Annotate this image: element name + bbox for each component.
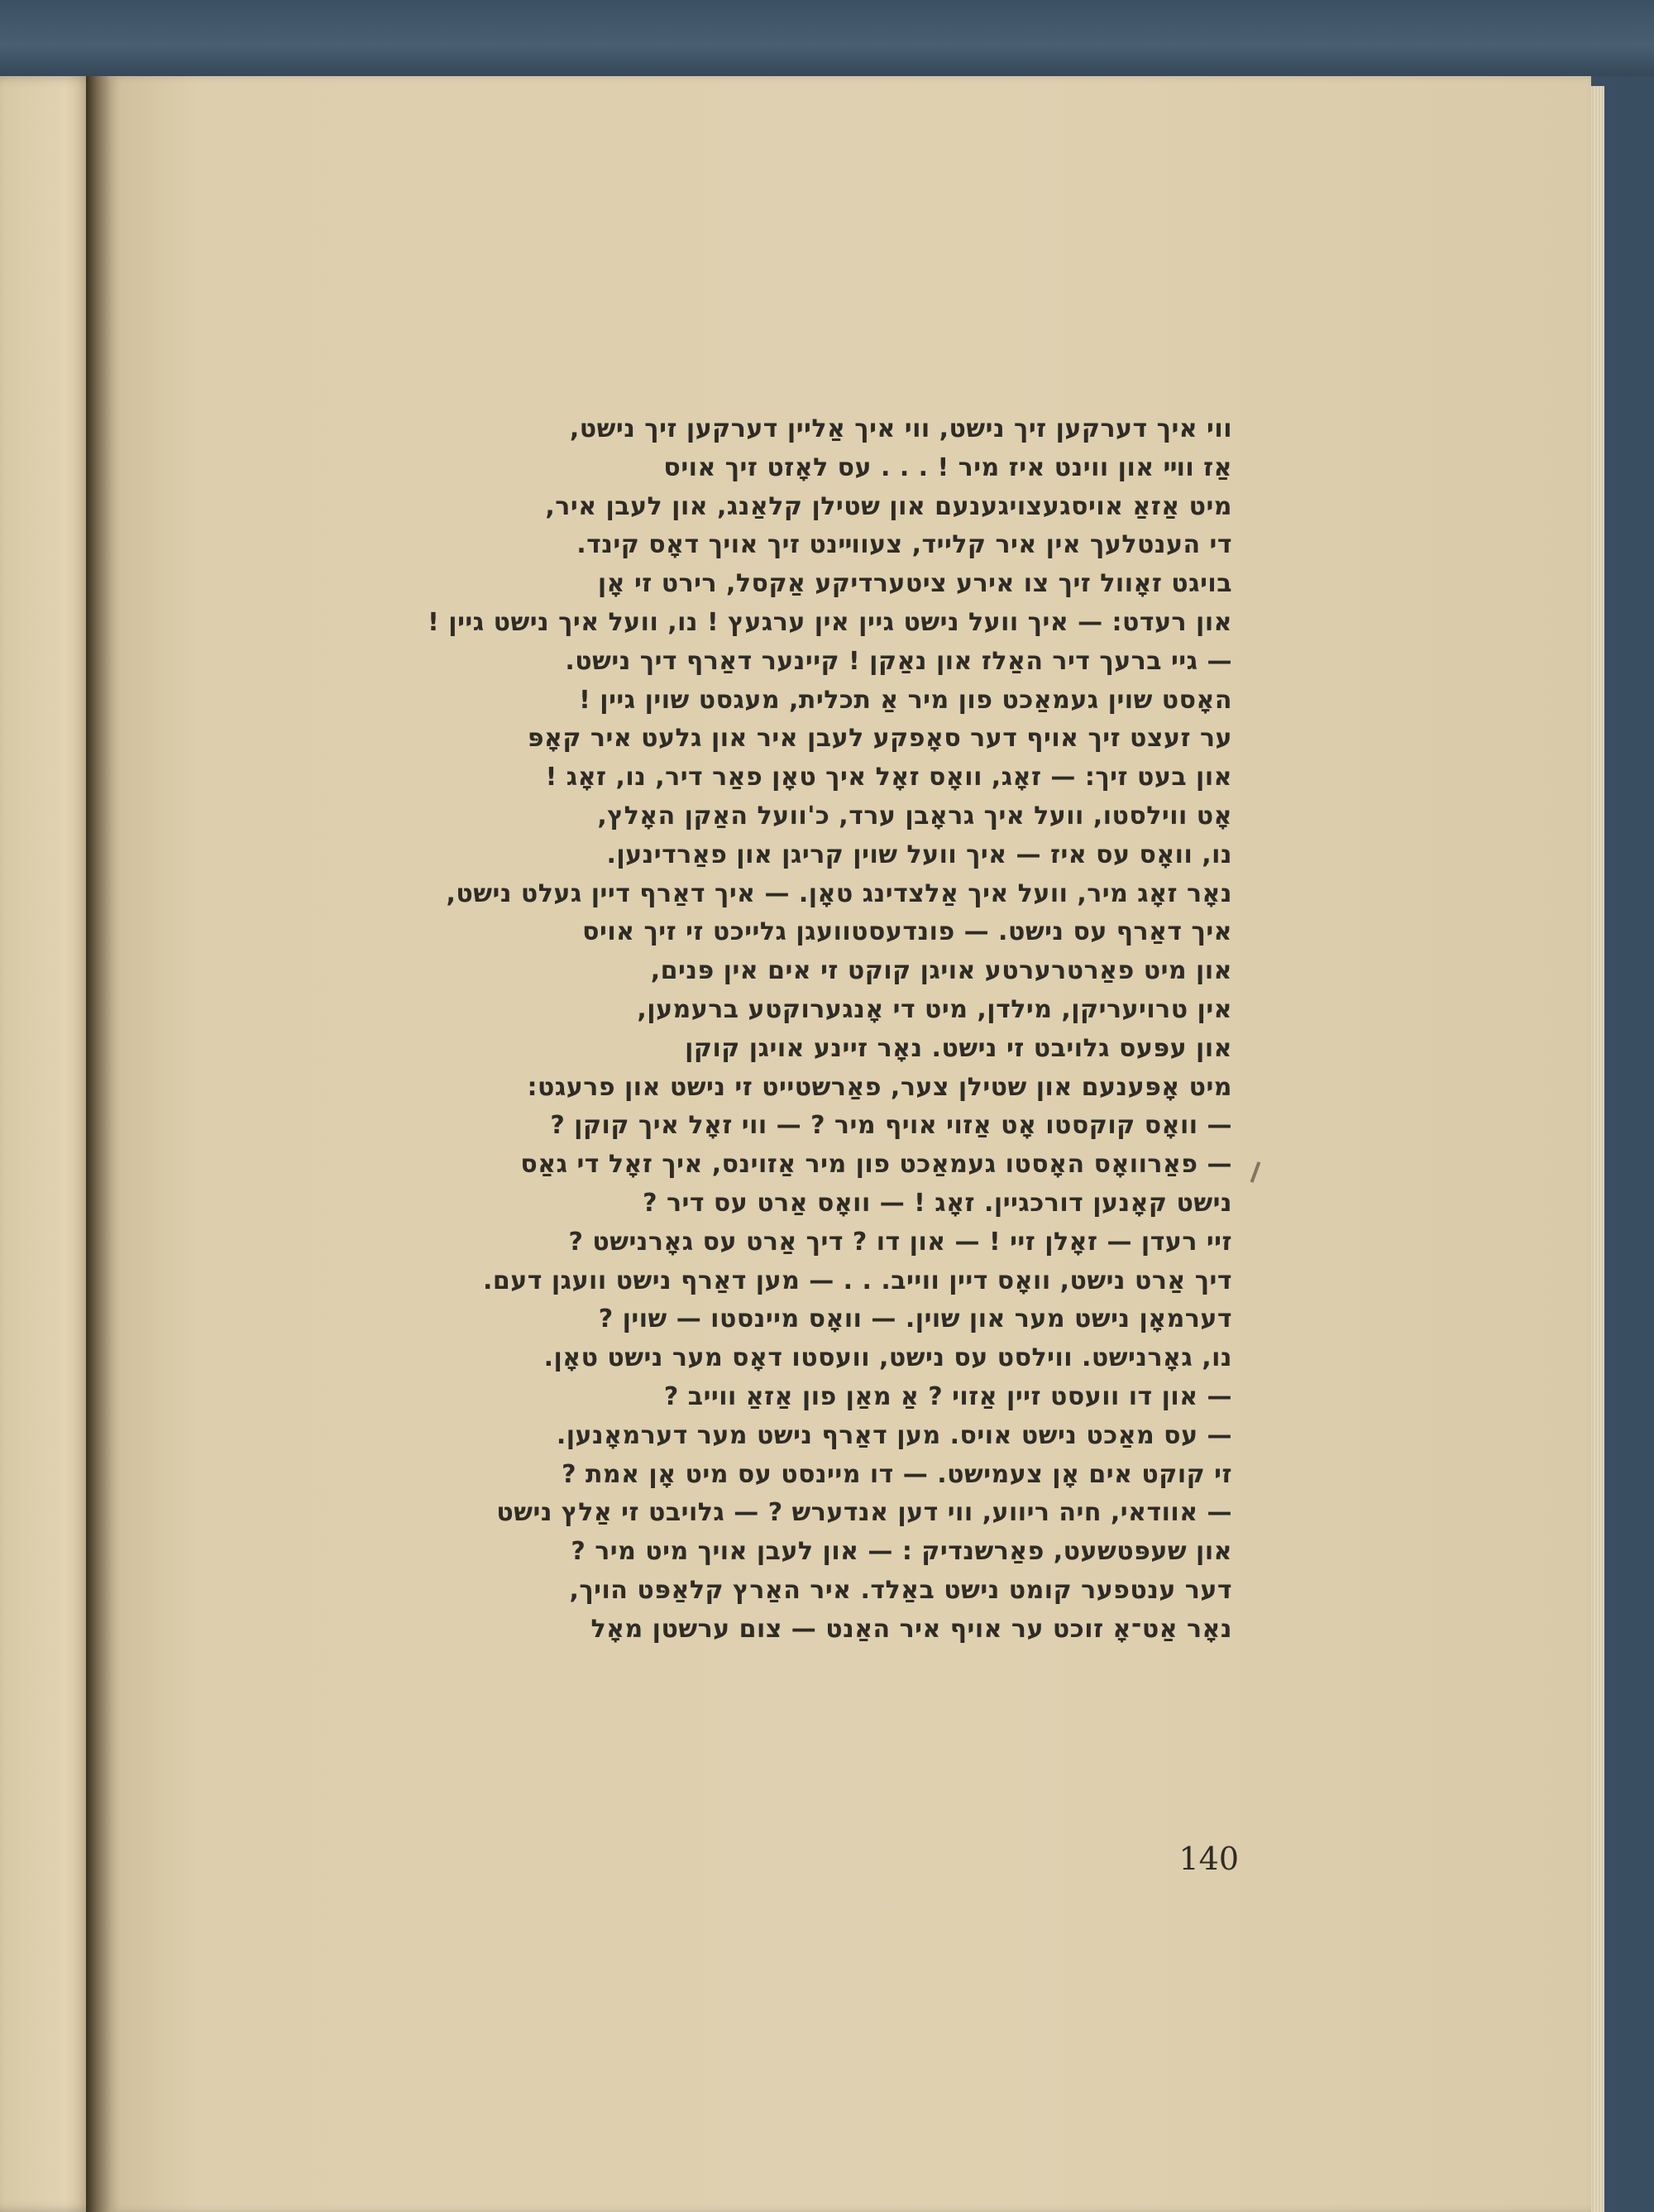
text-line: ווי איך דערקען זיך נישט, ווי איך אַליין דערקען זיך נישט,: [569, 414, 1232, 443]
text-line: און בעט זיך: — זאָג, וואָס זאָל איך טאָן פאַר דיר, נו, זאָג !: [545, 763, 1232, 792]
text-line: דער ענטפער קומט נישט באַלד. איר האַרץ קלאַפּט הויך,: [569, 1575, 1232, 1605]
text-line: די הענטלעך אין איר קלייד, צעווײנט זיך אויך דאָס קינד.: [576, 530, 1232, 560]
text-line: נאָר זאָג מיר, וועל איך אַלצדינג טאָן. — איך דאַרף דיין געלט נישט,: [446, 879, 1232, 908]
text-line: זי קוקט אים אָן צעמישט. — דו מיינסט עס מיט אָן אמת ?: [562, 1459, 1232, 1489]
text-line: דיך אַרט נישט, וואָס דיין ווייב. . . — מען דאַרף נישט וועגן דעם.: [483, 1266, 1232, 1295]
text-line: — וואָס קוקסטו אָט אַזוי אויף מיר ? — ווי זאָל איך קוקן ?: [550, 1111, 1232, 1141]
text-line: דערמאָן נישט מער און שוין. — וואָס מיינסטו — שוין ?: [598, 1305, 1232, 1334]
page-edges: [1591, 86, 1604, 2212]
text-line: ער זעצט זיך אויף דער סאָפקע לעבן איר און גלעט איר קאָפּ: [527, 724, 1232, 754]
text-line: אָט ווילסטו, וועל איך גראָבן ערד, כ'וועל האַקן האָלץ,: [597, 801, 1232, 831]
page-number: 140: [1178, 1841, 1239, 1877]
text-line: אין טרויעריקן, מילדן, מיט די אָנגערוקטע ברעמען,: [637, 994, 1232, 1024]
text-line: און שעפּטשעט, פאַרשנדיק : — און לעבן אויך מיט מיר ?: [571, 1537, 1232, 1567]
text-line: — און דו וועסט זיין אַזוי ? אַ מאַן פון אַזאַ ווייב ?: [663, 1381, 1232, 1411]
text-line: בויגט זאָוול זיך צו אירע ציטערדיקע אַקסל, רירט זי אָן: [597, 569, 1232, 599]
text-line: — גיי ברעך דיר האַלז און נאַקן ! קיינער דאַרף דיך נישט.: [565, 646, 1232, 676]
text-line: נאָר אַט־אָ זוכט ער אויף איר האַנט — צום ערשטן מאָל: [590, 1614, 1232, 1644]
text-line: האָסט שוין געמאַכט פון מיר אַ תכלית, מעגסט שוין גיין !: [579, 685, 1232, 715]
text-line: אַז ווײ און ווינט איז מיר ! . . . עס לאָזט זיך אויס: [663, 452, 1232, 482]
text-line: איך דאַרף עס נישט. — פונדעסטוועגן גלייכט זי זיך אויס: [582, 917, 1232, 947]
text-line: — פאַרוואָס האָסטו געמאַכט פון מיר אַזוינס, איך זאָל די גאַס: [520, 1150, 1232, 1180]
book-cover-top: [0, 0, 1654, 76]
text-line: מיט אַזאַ אויסגעצויגענעם און שטילן קלאַנג, און לעבן איר,: [545, 491, 1232, 521]
text-line: נישט קאָנען דורכגיין. זאָג ! — וואָס אַרט עס דיר ?: [643, 1188, 1232, 1218]
poem-text: [298, 410, 1232, 1649]
text-line: און מיט פאַרטרערטע אויגן קוקט זי אים אין פּנים,: [650, 956, 1232, 986]
text-line: נו, גאָרנישט. ווילסט עס נישט, וועסטו דאָס מער נישט טאָן.: [543, 1343, 1232, 1373]
text-line: — עס מאַכט נישט אויס. מען דאַרף נישט מער דערמאָנען.: [556, 1420, 1232, 1450]
text-line: און רעדט: — איך וועל נישט גיין אין ערגעץ ! נו, וועל איך נישט גיין !: [428, 607, 1232, 637]
text-line: — אוודאי, חיה ריווע, ווי דען אנדערש ? — גלויבט זי אַלץ נישט: [496, 1498, 1232, 1528]
text-line: מיט אָפּענעם און שטילן צער, פאַרשטייט זי נישט און פרעגט:: [527, 1072, 1232, 1102]
left-page-edge: [0, 76, 93, 2212]
text-line: און עפּעס גלויבט זי נישט. נאָר זיינע אויגן קוקן: [685, 1033, 1232, 1063]
text-line: זיי רעדן — זאָלן זיי ! — און דו ? דיך אַרט עס גאָרנישט ?: [568, 1227, 1232, 1257]
text-line: נו, וואָס עס איז — איך וועל שוין קריגן און פאַרדינען.: [606, 840, 1232, 869]
